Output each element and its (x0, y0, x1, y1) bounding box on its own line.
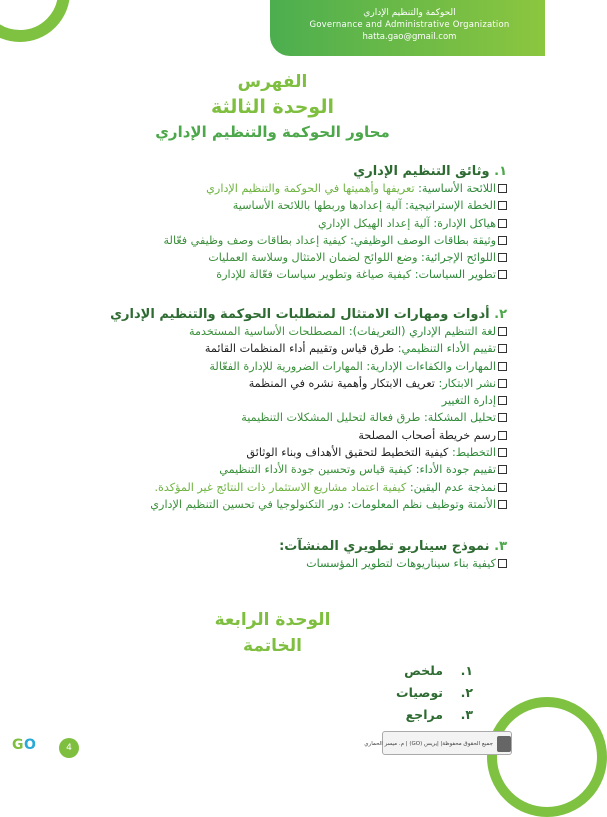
item-value: كيفية صياغة وتطوير سياسات فعّالة للإدارة (216, 268, 415, 282)
item-label: توصيات (396, 685, 443, 700)
go-logo (12, 737, 36, 753)
checkbox-icon (498, 344, 507, 353)
header-org-english: Governance and Administrative Organization (309, 20, 510, 30)
item-value: آلية إعدادها وربطها باللائحة الأساسية (232, 199, 406, 213)
list-item (37, 215, 507, 232)
item-value: المصطلحات الأساسية المستخدمة (189, 325, 349, 338)
list-item (396, 704, 473, 726)
item-key: وثيقة بطاقات الوصف الوظيفي: (350, 233, 496, 247)
conclusion-title: الخاتمة (243, 636, 302, 656)
list-item (37, 232, 507, 249)
list-item (37, 461, 507, 478)
unit3-title: الوحدة الثالثة (210, 96, 334, 118)
item-key: كيفية بناء سيناريوهات لتطوير المؤسسات (306, 557, 496, 570)
item-value: كيفية إعداد بطاقات وصف وظيفي فعّالة (163, 233, 351, 247)
list-item (37, 358, 507, 375)
section-title-text: وثائق التنظيم الإداري (353, 164, 490, 179)
checkbox-icon (498, 379, 507, 388)
checkbox-icon (498, 431, 507, 440)
list-item (37, 479, 507, 496)
checkbox-icon (498, 270, 507, 279)
decorative-ring-bottom-right (487, 697, 607, 817)
section-title (37, 163, 507, 180)
checkbox-icon (498, 219, 507, 228)
list-item (396, 660, 473, 682)
logo-letter-o: O (24, 737, 37, 753)
item-label: مراجع (405, 707, 443, 722)
conclusion-list (396, 660, 473, 726)
item-number: ٢. (460, 685, 473, 700)
section-title-text: أدوات ومهارات الامتثال لمتطلبات الحوكمة والتنظيم الإداري (110, 307, 490, 322)
footer-strip-text: جميع الحقوق محفوظة| إيريس (GO) | م. ميسر الحماري (364, 741, 493, 747)
checkbox-icon (498, 362, 507, 371)
section-1 (37, 163, 507, 284)
checkbox-icon (498, 559, 507, 568)
item-key: التخطيط: (451, 446, 496, 460)
item-value: كيفية التخطيط لتحقيق الأهداف وبناء الوثائق (246, 446, 452, 460)
checkbox-icon (498, 483, 507, 492)
checkbox-icon (498, 413, 507, 422)
section-3 (37, 538, 507, 572)
section-2 (37, 306, 507, 513)
checkbox-icon (498, 448, 507, 457)
item-value: المهارات الضرورية للإدارة الفعّالة (209, 359, 367, 373)
checkbox-icon (498, 253, 507, 262)
list-item (37, 340, 507, 357)
section-items (37, 180, 507, 284)
list-item (37, 555, 507, 572)
item-key: تقييم جودة الأداء: (415, 463, 496, 477)
item-value: كيفية اعتماد مشاريع الاستثمار ذات النتائج غير المؤكدة. (154, 480, 410, 494)
header-email[interactable]: hatta.gao@gmail.com (362, 32, 457, 42)
item-key: نمذجة عدم اليقين: (409, 480, 496, 494)
item-value: تعريفها وأهميتها في الحوكمة والتنظيم الإداري (206, 182, 419, 195)
list-item (37, 323, 507, 340)
item-label: ملخص (404, 663, 443, 678)
list-item (37, 249, 507, 266)
item-value: وضع اللوائح لضمان الامتثال وسلاسة العمليات (208, 251, 422, 265)
item-key: لغة التنظيم الإداري (التعريفات): (348, 325, 496, 338)
checkbox-icon (498, 184, 507, 193)
page-number: 4 (59, 738, 79, 758)
checkbox-icon (498, 396, 507, 405)
list-item (37, 409, 507, 426)
checkbox-icon (498, 201, 507, 210)
item-key: رسم خريطة أصحاب المصلحة (358, 428, 496, 442)
item-key: المهارات والكفاءات الإدارية: (366, 359, 496, 373)
list-item (37, 496, 507, 513)
item-key: هياكل الإدارة: (433, 216, 496, 230)
unit4-title: الوحدة الرابعة (214, 610, 331, 630)
index-title: الفهرس (237, 72, 308, 92)
item-key: تطوير السياسات: (414, 268, 496, 282)
item-value: تعريف الابتكار وأهمية نشره في المنظمة (248, 376, 439, 390)
list-item (37, 266, 507, 283)
item-key: تقييم الأداء التنظيمي: (397, 342, 496, 356)
section-title (37, 538, 507, 555)
item-value: كيفية قياس وتحسين جودة الأداء التنظيمي (219, 463, 416, 477)
footer-strip (364, 731, 512, 755)
section-items (37, 555, 507, 572)
item-number: ٣. (460, 707, 473, 722)
section-number: ١. (494, 164, 507, 179)
header-org-arabic: الحوكمة والتنظيم الإداري (363, 8, 456, 18)
item-value: طرق قياس وتقييم أداء المنظمات القائمة (204, 342, 398, 356)
emblem-icon (497, 736, 511, 752)
list-item (37, 427, 507, 444)
section-number: ٣. (494, 539, 507, 554)
list-item (37, 180, 507, 197)
checkbox-icon (498, 327, 507, 336)
checkbox-icon (498, 465, 507, 474)
list-item (37, 375, 507, 392)
section-title-text: نموذج سيناريو تطويري المنشآت: (279, 539, 490, 554)
item-value: طرق فعالة لتحليل المشكلات التنظيمية (241, 411, 424, 425)
item-key: الأتمتة وتوظيف نظم المعلومات: (347, 497, 496, 511)
list-item (37, 392, 507, 409)
logo-letter-g: G (12, 737, 24, 753)
section-items (37, 323, 507, 513)
section-number: ٢. (494, 307, 507, 322)
item-key: إدارة التغيير (441, 394, 496, 408)
checkbox-icon (498, 236, 507, 245)
item-number: ١. (460, 663, 473, 678)
item-key: تحليل المشكلة: (423, 411, 496, 425)
item-key: اللوائح الإجرائية: (421, 251, 496, 265)
item-key: نشر الابتكار: (438, 376, 496, 390)
item-key: اللائحة الأساسية: (418, 182, 496, 195)
item-value: دور التكنولوجيا في تحسين التنظيم الإداري (150, 497, 348, 511)
item-value: آلية إعداد الهيكل الإداري (318, 216, 434, 230)
list-item (37, 197, 507, 214)
section-title (37, 306, 507, 323)
checkbox-icon (498, 500, 507, 509)
item-key: الخطة الإستراتيجية: (405, 199, 496, 213)
decorative-ring-top-left (0, 0, 70, 42)
header-banner (270, 0, 545, 56)
unit3-subtitle: محاور الحوكمة والتنظيم الإداري (155, 123, 390, 141)
list-item (37, 444, 507, 461)
list-item (396, 682, 473, 704)
